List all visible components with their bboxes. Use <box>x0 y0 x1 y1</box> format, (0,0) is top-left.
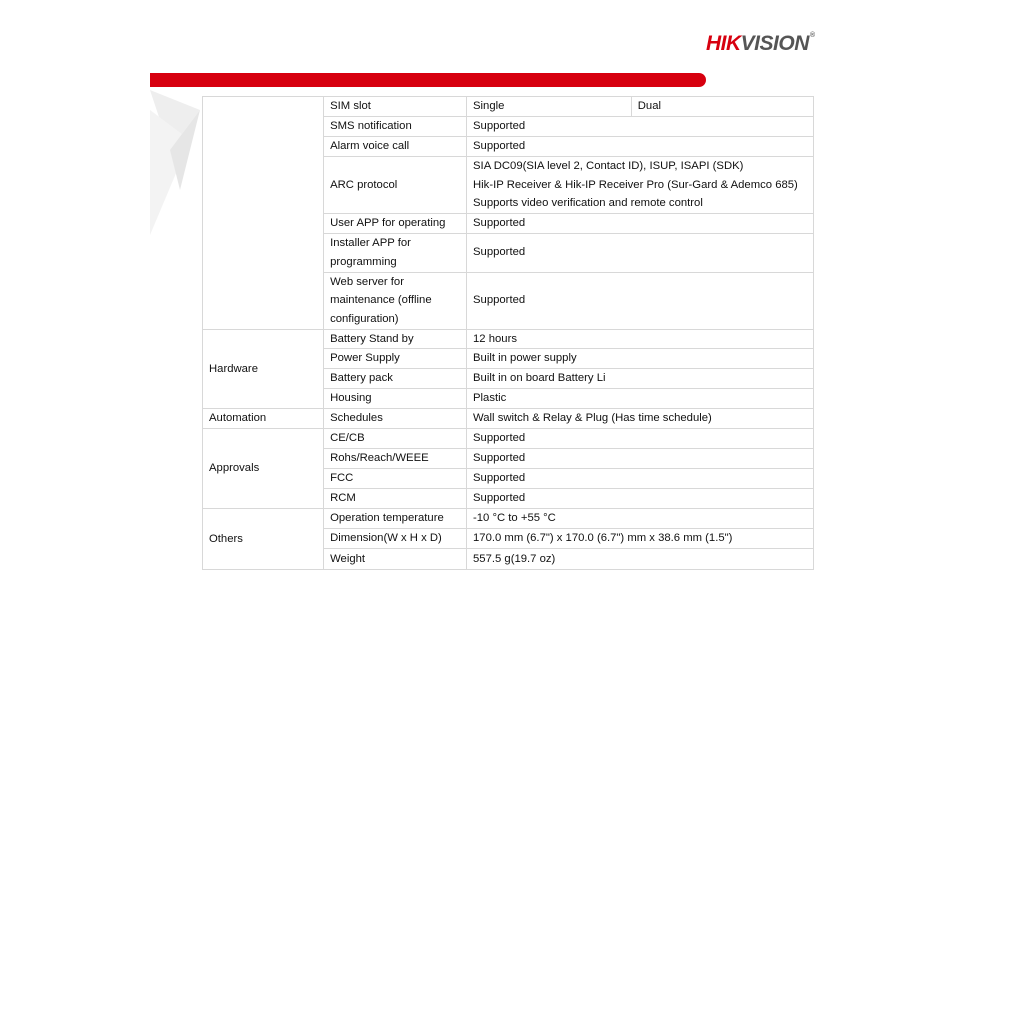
spec-table <box>202 96 814 570</box>
category-cell: Automation <box>203 409 324 429</box>
header-red-bar <box>150 73 706 87</box>
value-cell <box>467 489 814 509</box>
parameter-cell <box>324 97 467 117</box>
table-row <box>203 429 814 449</box>
parameter-cell-line: SMS notification <box>330 120 412 133</box>
parameter-cell-line: Battery Stand by <box>330 332 414 345</box>
parameter-cell-line: Housing <box>330 392 372 405</box>
value-cell-line: 170.0 mm (6.7") x 170.0 (6.7") mm x 38.6 mm (1.5") <box>473 532 733 545</box>
table-row <box>203 409 814 429</box>
value-cell <box>467 469 814 489</box>
parameter-cell-line: configuration) <box>330 312 399 325</box>
category-cell: Approvals <box>203 429 324 509</box>
parameter-cell-line: ARC protocol <box>330 178 398 191</box>
value-cell <box>467 234 814 272</box>
value-cell <box>467 549 814 570</box>
value-cell-line: Supports video verification and remote control <box>473 197 703 210</box>
parameter-cell <box>324 449 467 469</box>
value-cell <box>467 137 814 157</box>
value-cell <box>467 329 814 349</box>
value-cell-alt <box>631 97 813 117</box>
parameter-cell <box>324 369 467 389</box>
parameter-cell <box>324 157 467 214</box>
parameter-cell <box>324 489 467 509</box>
value-cell <box>467 369 814 389</box>
parameter-cell <box>324 509 467 529</box>
parameter-cell-line: Weight <box>330 552 366 565</box>
parameter-cell <box>324 409 467 429</box>
value-cell-line: Hik-IP Receiver & Hik-IP Receiver Pro (Sur-Gard & Ademco 685) <box>473 178 798 191</box>
parameter-cell-line: CE/CB <box>330 432 365 445</box>
value-cell-line: Supported <box>473 452 526 465</box>
parameter-cell-line: SIM slot <box>330 100 371 113</box>
parameter-cell-line: programming <box>330 255 397 268</box>
value-cell-line: Supported <box>473 472 526 485</box>
value-cell-line: Supported <box>473 217 526 230</box>
value-cell <box>467 429 814 449</box>
parameter-cell <box>324 469 467 489</box>
parameter-cell <box>324 234 467 272</box>
value-cell <box>467 272 814 329</box>
category-cell: Hardware <box>203 329 324 409</box>
value-cell <box>467 509 814 529</box>
parameter-cell-line: Power Supply <box>330 352 400 365</box>
parameter-cell <box>324 329 467 349</box>
value-cell <box>467 449 814 469</box>
parameter-cell-line: Battery pack <box>330 372 393 385</box>
logo-gray-text: VISION <box>740 32 809 55</box>
parameter-cell <box>324 529 467 549</box>
value-cell-line: Built in on board Battery Li <box>473 372 606 385</box>
table-row <box>203 329 814 349</box>
parameter-cell-line: Operation temperature <box>330 512 444 525</box>
value-cell-line: 557.5 g(19.7 oz) <box>473 552 556 565</box>
value-cell <box>467 117 814 137</box>
parameter-cell <box>324 429 467 449</box>
value-cell-line: Plastic <box>473 392 507 405</box>
parameter-cell <box>324 349 467 369</box>
parameter-cell-line: Schedules <box>330 412 383 425</box>
parameter-cell-line: User APP for operating <box>330 217 446 230</box>
parameter-cell-line: RCM <box>330 492 356 505</box>
value-cell-line: 12 hours <box>473 332 517 345</box>
value-cell-line: -10 °C to +55 °C <box>473 512 556 525</box>
parameter-cell <box>324 272 467 329</box>
parameter-cell <box>324 389 467 409</box>
value-cell <box>467 349 814 369</box>
parameter-cell-line: maintenance (offline <box>330 294 432 307</box>
value-cell-line: Supported <box>473 432 526 445</box>
value-cell-line: Supported <box>473 120 526 133</box>
parameter-cell-line: Installer APP for <box>330 237 411 250</box>
value-cell-line: Supported <box>473 140 526 153</box>
parameter-cell-line: Web server for <box>330 275 404 288</box>
value-cell-line: Single <box>473 100 505 113</box>
parameter-cell <box>324 117 467 137</box>
watermark-graphic <box>150 90 205 235</box>
value-cell <box>467 214 814 234</box>
value-cell <box>467 389 814 409</box>
value-cell-line: Supported <box>473 492 526 505</box>
value-cell-line: Wall switch & Relay & Plug (Has time schedule) <box>473 412 712 425</box>
logo-red-text: HIK <box>706 32 741 55</box>
parameter-cell-line: Alarm voice call <box>330 140 410 153</box>
category-cell: Others <box>203 509 324 570</box>
value-cell-alt-line: Dual <box>637 100 661 113</box>
value-cell <box>467 529 814 549</box>
value-cell <box>467 157 814 214</box>
hikvision-logo <box>706 32 815 56</box>
parameter-cell <box>324 549 467 570</box>
parameter-cell <box>324 214 467 234</box>
parameter-cell-line: Dimension(W x H x D) <box>330 532 442 545</box>
parameter-cell-line: Rohs/Reach/WEEE <box>330 452 429 465</box>
parameter-cell <box>324 137 467 157</box>
value-cell-line: Built in power supply <box>473 352 577 365</box>
registered-mark: ® <box>809 32 815 39</box>
value-cell-line: SIA DC09(SIA level 2, Contact ID), ISUP, ISAPI (SDK) <box>473 160 744 172</box>
value-cell <box>467 97 632 117</box>
table-row <box>203 97 814 117</box>
category-cell <box>203 97 324 330</box>
table-row <box>203 509 814 529</box>
parameter-cell-line: FCC <box>330 472 354 485</box>
value-cell <box>467 409 814 429</box>
value-cell-line: Supported <box>473 294 526 307</box>
value-cell-line: Supported <box>473 246 526 259</box>
